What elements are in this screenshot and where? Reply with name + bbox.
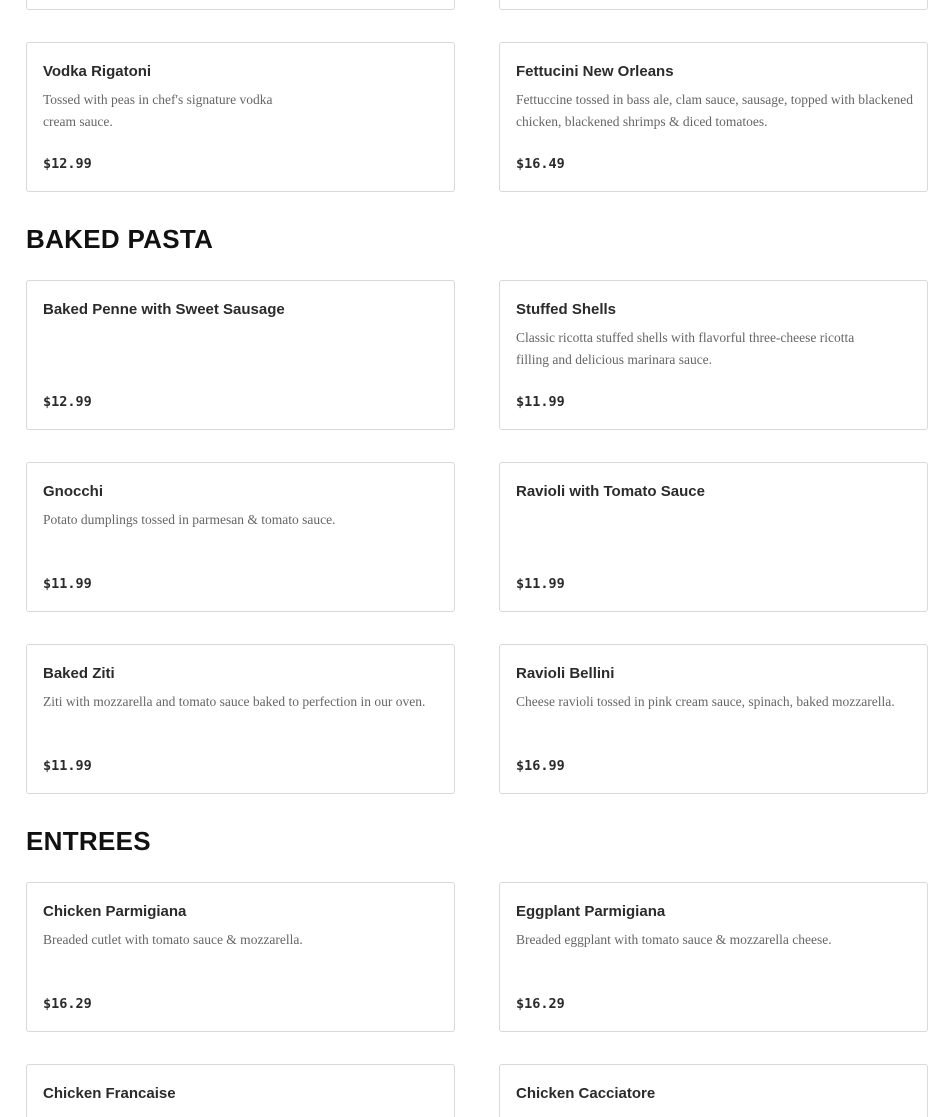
menu-item-card[interactable] [499,280,928,430]
menu-item-card[interactable] [26,1064,455,1117]
menu-item-price: $11.99 [43,576,92,592]
menu-item-description: Cheese ravioli tossed in pink cream sauce, spinach, baked mozzarella. [516,694,895,709]
menu-item-name: Ravioli Bellini [516,665,615,682]
menu-item-card[interactable] [26,644,455,794]
menu-item-description: Breaded eggplant with tomato sauce & mozzarella cheese. [516,932,832,947]
menu-item-name: Baked Ziti [43,665,115,682]
menu-item-price: $11.99 [43,758,92,774]
menu-item-name: Chicken Parmigiana [43,903,187,920]
section-title-baked-pasta: BAKED PASTA [26,224,214,254]
menu-item-name: Baked Penne with Sweet Sausage [43,301,285,318]
menu-item-card-partial[interactable] [26,0,455,10]
menu-item-name: Ravioli with Tomato Sauce [516,483,705,500]
menu-item-card[interactable] [499,1064,928,1117]
menu-item-description: Potato dumplings tossed in parmesan & tomato sauce. [43,512,336,527]
menu-item-name: Vodka Rigatoni [43,63,152,80]
menu-item-price: $11.99 [516,576,565,592]
menu-item-card[interactable] [26,280,455,430]
menu-item-description: Ziti with mozzarella and tomato sauce baked to perfection in our oven. [43,694,426,709]
menu-item-description: Tossed with peas in chef's signature vodka cream sauce. [43,92,273,129]
menu-item-price: $16.49 [516,156,565,172]
menu-item-card-partial[interactable] [499,0,928,10]
menu-item-price: $11.99 [516,394,565,410]
menu-item-description: Classic ricotta stuffed shells with flavorful three-cheese ricotta filling and delicious marinara sauce. [516,330,855,367]
menu-item-card[interactable] [499,462,928,612]
menu-item-card[interactable] [26,42,455,192]
menu-item-description: Fettuccine tossed in bass ale, clam sauce, sausage, topped with blackened chicken, blackened shrimps & diced tomatoes. [516,92,913,129]
menu-item-card[interactable] [499,644,928,794]
menu-item-name: Fettucini New Orleans [516,63,674,80]
menu-item-name: Eggplant Parmigiana [516,903,666,920]
menu-item-name: Stuffed Shells [516,301,617,318]
menu-item-card[interactable] [26,882,455,1032]
section-title-entrees: ENTREES [26,826,151,856]
menu-item-card[interactable] [499,42,928,192]
menu-item-name: Chicken Francaise [43,1085,176,1102]
menu-item-price: $12.99 [43,394,92,410]
menu-item-name: Gnocchi [43,483,104,500]
menu-item-price: $12.99 [43,156,92,172]
menu-item-price: $16.29 [516,996,565,1012]
menu-item-card[interactable] [499,882,928,1032]
menu-item-price: $16.99 [516,758,565,774]
menu-item-name: Chicken Cacciatore [516,1085,656,1102]
menu-item-price: $16.29 [43,996,92,1012]
menu-item-description: Breaded cutlet with tomato sauce & mozzarella. [43,932,303,947]
menu-item-card[interactable] [26,462,455,612]
